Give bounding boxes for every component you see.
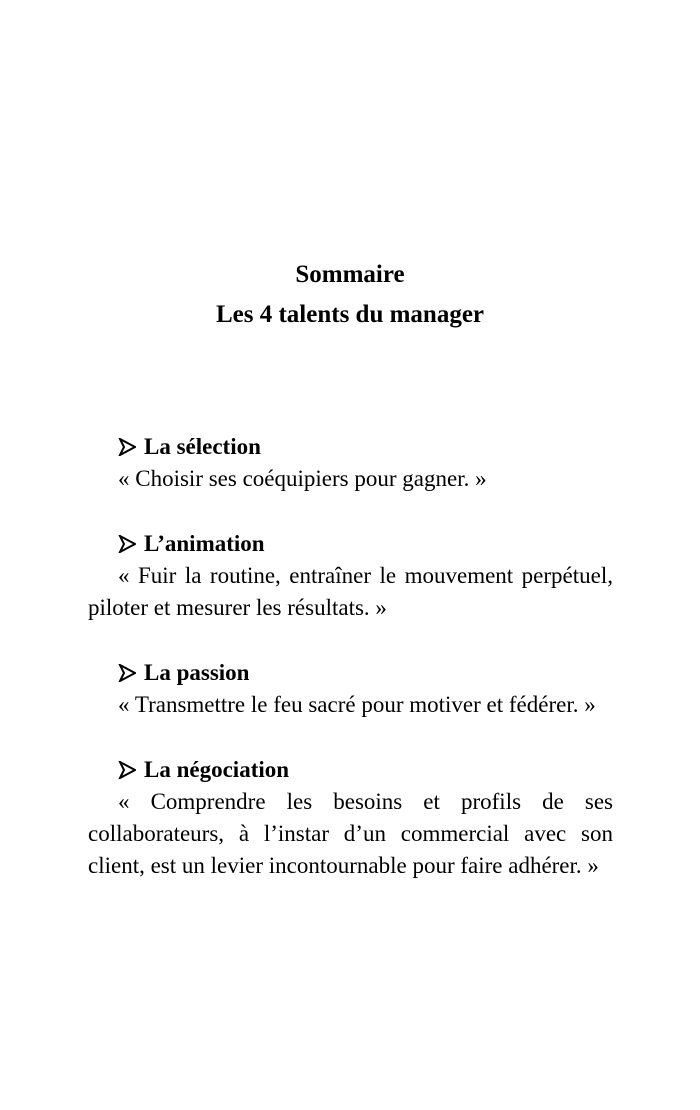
section-negociation [88,753,613,882]
section-quote: « Transmettre le feu sacré pour motiver et fédérer. » [118,692,596,717]
section-selection [88,430,613,495]
talents-list [88,430,613,914]
arrowhead-bullet-icon [118,664,136,682]
section-heading [88,753,613,786]
section-quote: « Choisir ses coéquipiers pour gagner. » [118,466,487,491]
section-heading-label: La sélection [144,434,261,459]
section-quote: « Fuir la routine, entraîner le mouvement perpétuel, piloter et mesurer les résultats. » [88,563,613,620]
section-heading-label: La passion [144,660,250,685]
section-heading-label: La négociation [144,757,290,782]
arrowhead-bullet-icon [118,761,136,779]
page-title: Sommaire [295,261,405,288]
section-quote: « Comprendre les besoins et profils de ses collaborateurs, à l’instar d’un commercial avec son client, est un levier incontournable pour faire adhérer. » [88,789,613,878]
section-heading-label: L’animation [144,531,265,556]
arrowhead-bullet-icon [118,535,136,553]
page-subtitle: Les 4 talents du manager [215,301,485,328]
section-heading [88,527,613,560]
section-heading [88,656,613,689]
section-animation [88,527,613,624]
section-passion [88,656,613,721]
section-heading [88,430,613,463]
title-block [0,255,700,335]
arrowhead-bullet-icon [118,438,136,456]
